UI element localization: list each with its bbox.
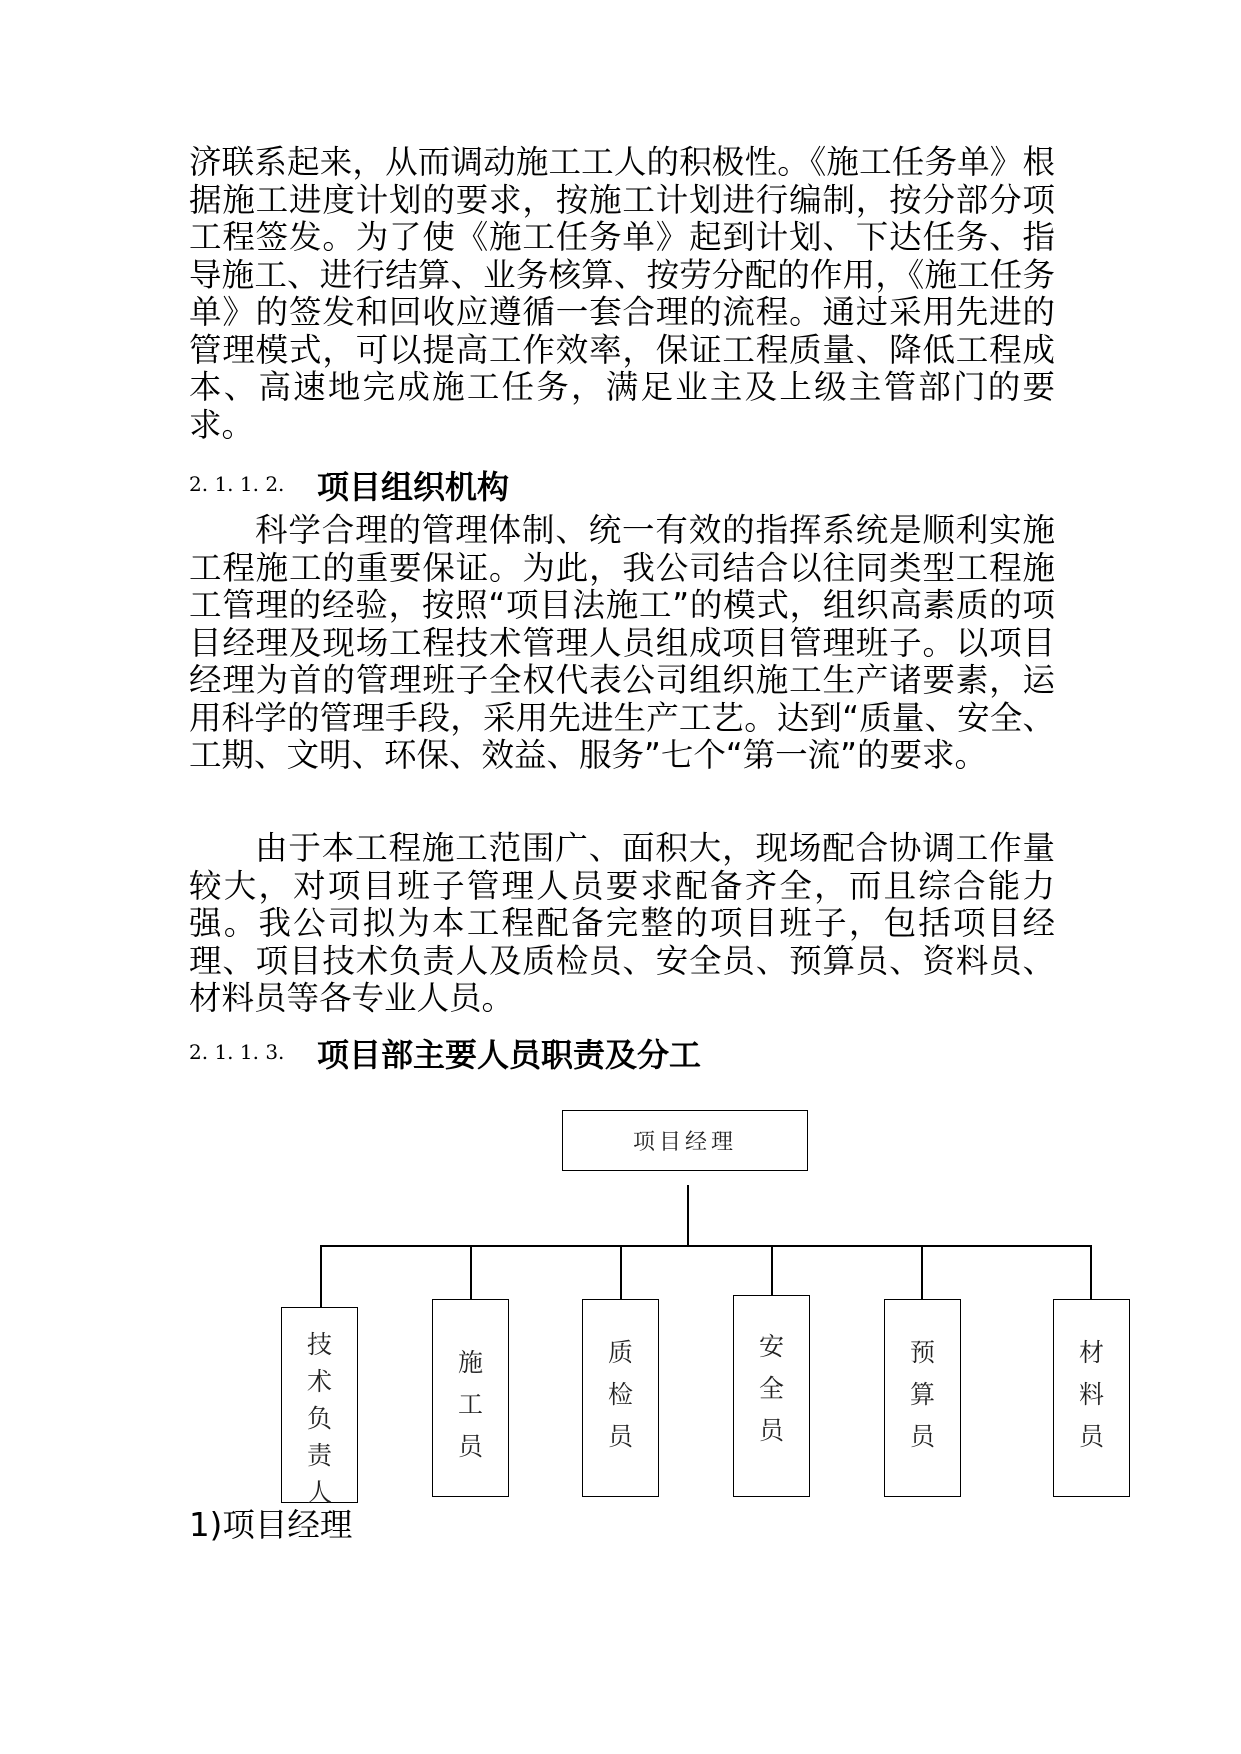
org-child-label: 安全员 xyxy=(758,1332,784,1445)
org-child-label: 质检员 xyxy=(607,1338,633,1451)
org-trunk-line xyxy=(687,1185,689,1246)
org-drop-line xyxy=(771,1245,773,1296)
org-drop-line xyxy=(1090,1245,1092,1300)
org-child-box xyxy=(733,1295,810,1497)
org-drop-line xyxy=(320,1245,322,1308)
section-title: 项目部主要人员职责及分工 xyxy=(317,1036,702,1074)
org-drop-line xyxy=(921,1245,923,1300)
org-drop-line xyxy=(620,1245,622,1300)
org-branch-line xyxy=(320,1245,1092,1247)
org-drop-line xyxy=(470,1245,472,1300)
org-child-box xyxy=(582,1299,659,1497)
section-number: 2. 1. 1. 2. xyxy=(189,472,285,496)
paragraph-task-sheet: 济联系起来，从而调动施工工人的积极性。《施工任务单》根据施工进度计划的要求，按施工计划进行编制，按分部分项工程签发。为了使《施工任务单》起到计划、下达任务、指导施工、进行结算、业务核算、按劳分配的作用，《施工任务单》的签发和回收应遵循一套合理的流程。通过采用先进的管理模式，可以提高工作效率，保证工程质量、降低工程成本、高速地完成施工任务，满足业主及上级主管部门的要求。 xyxy=(189,143,1055,444)
org-child-box xyxy=(281,1307,358,1507)
org-root-label: 项目经理 xyxy=(632,1130,737,1155)
org-child-label: 预算员 xyxy=(909,1338,935,1451)
section-title: 项目组织机构 xyxy=(317,468,510,506)
section-number: 2. 1. 1. 3. xyxy=(189,1040,285,1064)
org-child-box xyxy=(884,1299,961,1497)
org-child-box xyxy=(1053,1299,1130,1497)
org-child-box xyxy=(432,1299,509,1497)
paragraph-management-system: 科学合理的管理体制、统一有效的指挥系统是顺利实施工程施工的重要保证。为此，我公司结合以往同类型工程施工管理的经验，按照“项目法施工”的模式，组织高素质的项目经理及现场工程技术管理人员组成项目管理班子。以项目经理为首的管理班子全权代表公司组织施工生产诸要素，运用科学的管理手段，采用先进生产工艺。达到“质量、安全、工期、文明、环保、效益、服务”七个“第一流”的要求。 xyxy=(189,511,1055,774)
paragraph-project-team: 由于本工程施工范围广、面积大，现场配合协调工作量较大，对项目班子管理人员要求配备齐全，而且综合能力强。我公司拟为本工程配备完整的项目班子，包括项目经理、项目技术负责人及质检员、安全员、预算员、资料员、材料员等各专业人员。 xyxy=(189,829,1055,1017)
org-child-label: 材料员 xyxy=(1078,1338,1104,1451)
org-root-box xyxy=(562,1110,808,1171)
org-child-label: 施工员 xyxy=(457,1348,483,1461)
subsection-title: 1)项目经理 xyxy=(189,1506,353,1544)
org-child-label: 技术负责人 xyxy=(306,1330,332,1507)
